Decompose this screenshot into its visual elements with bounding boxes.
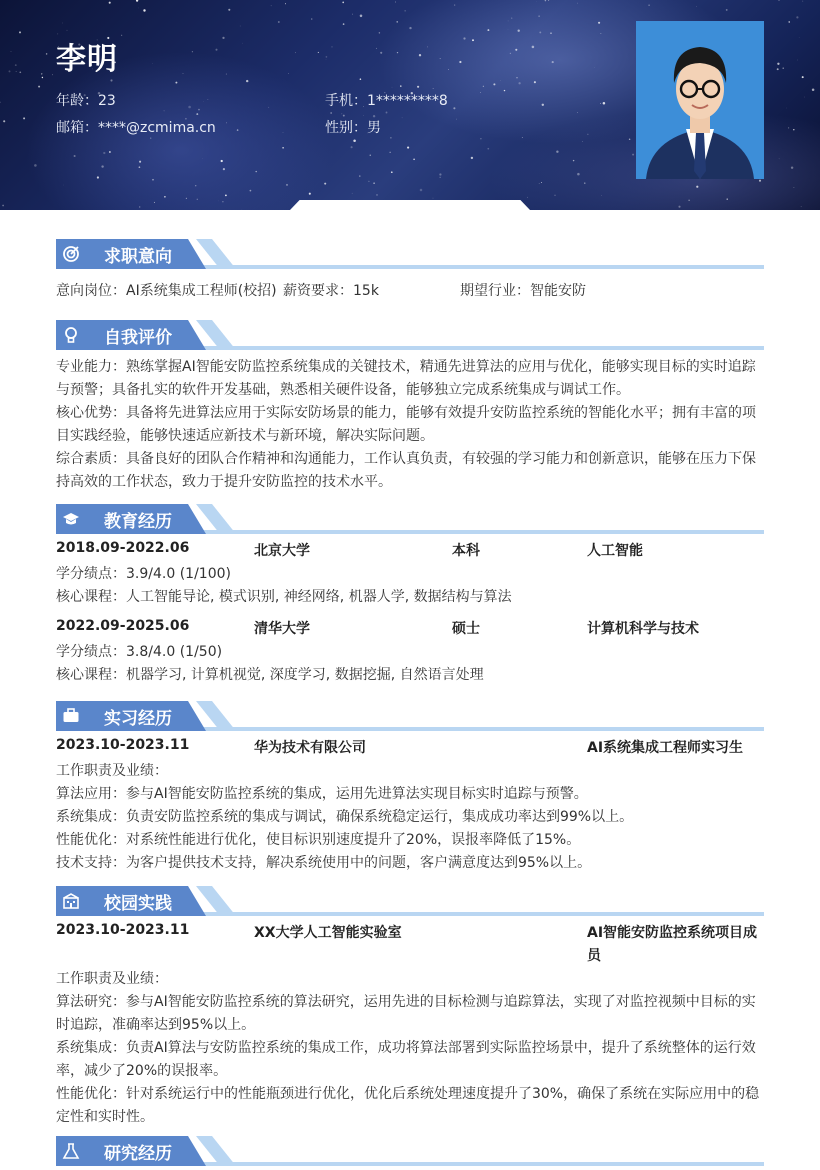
intent-salary: 薪资要求：15k bbox=[283, 280, 379, 303]
campus-entry-header bbox=[56, 922, 764, 968]
campus-role-continued: 员 bbox=[587, 945, 601, 965]
internship-entry-header bbox=[56, 737, 764, 760]
self-line: 持高效的工作状态，致力于提升安防监控的技术水平。 bbox=[56, 471, 764, 494]
edu-date: 2022.09-2025.06 bbox=[56, 618, 189, 634]
intern-line: 性能优化：对系统性能进行优化，使目标识别速度提升了20%，误报率降低了15%。 bbox=[56, 829, 764, 852]
self-line: 核心优势：具备将先进算法应用于实际安防场景的能力，能够有效提升安防监控系统的智能化水平；拥有丰富的项 bbox=[56, 402, 764, 425]
edu-courses: 核心课程：人工智能导论, 模式识别, 神经网络, 机器人学, 数据结构与算法 bbox=[56, 586, 764, 609]
campus-line: 工作职责及业绩： bbox=[56, 968, 764, 991]
header-banner bbox=[0, 0, 820, 210]
self-line: 与预警；具备扎实的软件开发基础，熟悉相关硬件设备，能够独立完成系统集成与调试工作。 bbox=[56, 379, 764, 402]
edu-school: 清华大学 bbox=[254, 618, 310, 638]
section-education bbox=[56, 504, 764, 687]
briefcase-icon bbox=[62, 707, 80, 725]
campus-line: 率，减少了20%的误报率。 bbox=[56, 1060, 764, 1083]
self-line: 专业能力：熟练掌握AI智能安防监控系统集成的关键技术，精通先进算法的应用与优化，能够实现目标的实时追踪 bbox=[56, 356, 764, 379]
lightbulb-icon bbox=[62, 326, 80, 344]
intern-line: 系统集成：负责安防监控系统的集成与调试，确保系统稳定运行，集成成功率达到99%以上。 bbox=[56, 806, 764, 829]
campus-org: XX大学人工智能实验室 bbox=[254, 922, 402, 942]
profile-photo bbox=[636, 21, 764, 179]
candidate-name: 李明 bbox=[56, 34, 118, 78]
intern-role: AI系统集成工程师实习生 bbox=[587, 737, 743, 757]
education-entry-header bbox=[56, 540, 764, 563]
section-title: 教育经历 bbox=[104, 507, 172, 532]
edu-school: 北京大学 bbox=[254, 540, 310, 560]
campus-line: 时追踪，准确率达到95%以上。 bbox=[56, 1014, 764, 1037]
gender-field: 性别：男 bbox=[325, 117, 381, 137]
intern-line: 算法应用：参与AI智能安防监控系统的集成，运用先进算法实现目标实时追踪与预警。 bbox=[56, 783, 764, 806]
edu-major: 人工智能 bbox=[587, 540, 643, 560]
intern-date: 2023.10-2023.11 bbox=[56, 737, 189, 753]
campus-date: 2023.10-2023.11 bbox=[56, 922, 189, 938]
intern-company: 华为技术有限公司 bbox=[254, 737, 366, 757]
flask-icon bbox=[62, 1142, 80, 1160]
email-field: 邮箱：****@zcmima.cn bbox=[56, 117, 216, 137]
section-campus-practice bbox=[56, 886, 764, 1129]
section-title: 求职意向 bbox=[104, 242, 172, 267]
graduation-cap-icon bbox=[62, 510, 80, 528]
edu-gpa: 学分绩点：3.9/4.0 (1/100) bbox=[56, 563, 764, 586]
target-icon bbox=[62, 245, 80, 263]
edu-degree: 本科 bbox=[452, 540, 480, 560]
self-line: 目实践经验，能够快速适应新技术与新环境，解决实际问题。 bbox=[56, 425, 764, 448]
campus-line: 算法研究：参与AI智能安防监控系统的算法研究，运用先进的目标检测与追踪算法，实现了对监控视频中目标的实 bbox=[56, 991, 764, 1014]
edu-gpa: 学分绩点：3.8/4.0 (1/50) bbox=[56, 641, 764, 664]
header-tab-notch bbox=[290, 200, 530, 210]
campus-role: AI智能安防监控系统项目成 bbox=[587, 922, 757, 942]
edu-courses: 核心课程：机器学习, 计算机视觉, 深度学习, 数据挖掘, 自然语言处理 bbox=[56, 664, 764, 687]
section-internship bbox=[56, 701, 764, 875]
intent-position: 意向岗位：AI系统集成工程师(校招) bbox=[56, 280, 277, 303]
phone-field: 手机：1*********8 bbox=[325, 90, 448, 110]
section-title: 校园实践 bbox=[104, 889, 172, 914]
section-title: 研究经历 bbox=[104, 1139, 172, 1164]
edu-degree: 硕士 bbox=[452, 618, 480, 638]
edu-date: 2018.09-2022.06 bbox=[56, 540, 189, 556]
section-title: 实习经历 bbox=[104, 704, 172, 729]
intent-industry: 期望行业：智能安防 bbox=[460, 280, 586, 303]
self-line: 综合素质：具备良好的团队合作精神和沟通能力，工作认真负责，有较强的学习能力和创新意识，能够在压力下保 bbox=[56, 448, 764, 471]
school-building-icon bbox=[62, 892, 80, 910]
section-research bbox=[56, 1136, 764, 1170]
section-title: 自我评价 bbox=[104, 323, 172, 348]
campus-line: 定性和实时性。 bbox=[56, 1106, 764, 1129]
section-job-intent bbox=[56, 239, 764, 303]
intern-line: 工作职责及业绩： bbox=[56, 760, 764, 783]
intern-line: 技术支持：为客户提供技术支持，解决系统使用中的问题，客户满意度达到95%以上。 bbox=[56, 852, 764, 875]
campus-line: 系统集成：负责AI算法与安防监控系统的集成工作，成功将算法部署到实际监控场景中，提升了系统整体的运行效 bbox=[56, 1037, 764, 1060]
edu-major: 计算机科学与技术 bbox=[587, 618, 699, 638]
section-self-evaluation bbox=[56, 320, 764, 494]
education-entry-header bbox=[56, 618, 764, 641]
campus-line: 性能优化：针对系统运行中的性能瓶颈进行优化，优化后系统处理速度提升了30%，确保了系统在实际应用中的稳 bbox=[56, 1083, 764, 1106]
age-field: 年龄：23 bbox=[56, 90, 116, 110]
